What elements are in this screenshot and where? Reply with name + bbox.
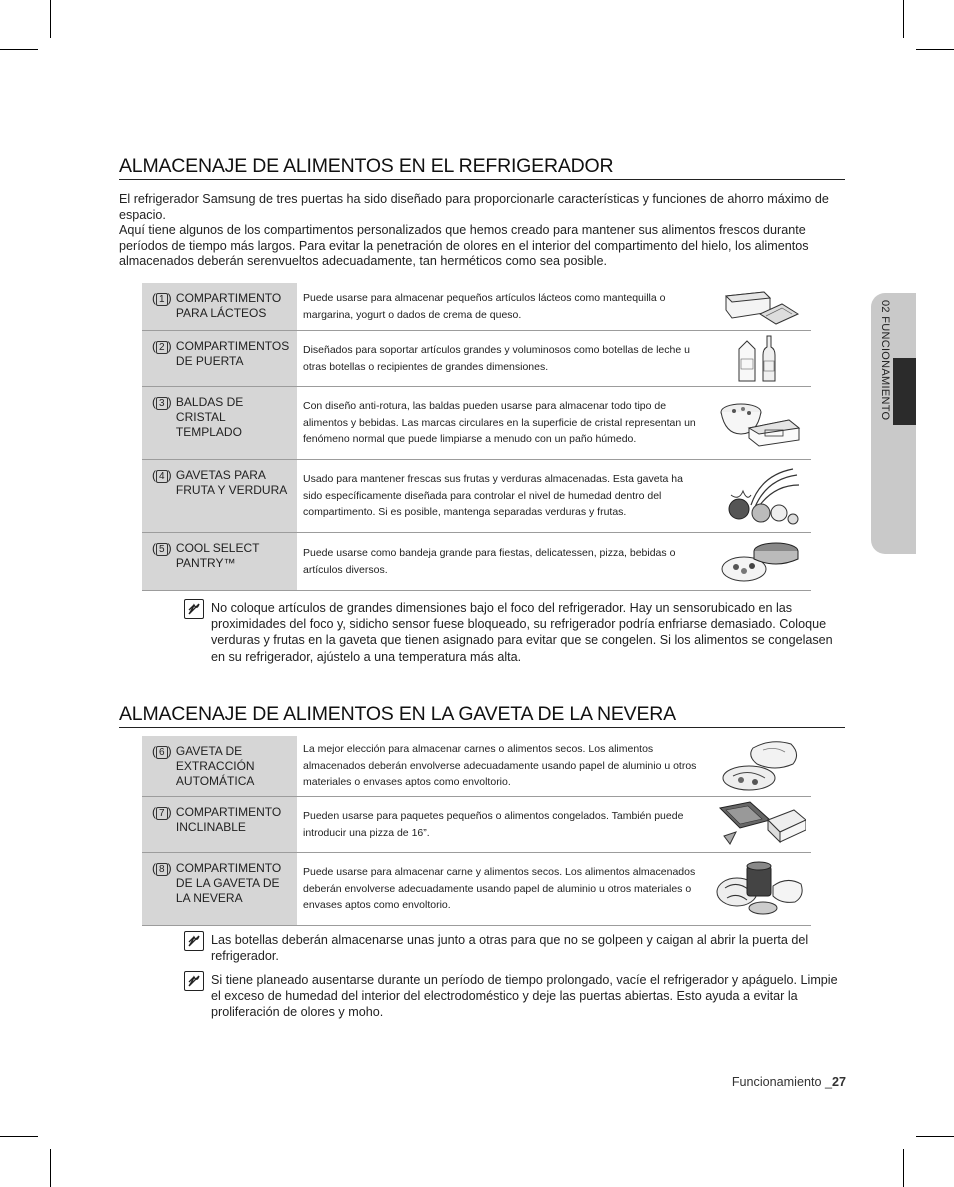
crop-mark	[903, 1149, 904, 1187]
compartments-table	[142, 283, 811, 591]
intro-paragraph: Aquí tiene algunos de los compartimentos personalizados que hemos creado para mantener sus alimentos frescos durante períodos de tiempo más largos. Para evitar la penetración de olores en el interior del compartimento del hielo, los alimentos almacenados deberán serenvueltos adecuadamente, tan herméticos como sea posible.	[119, 223, 809, 269]
crop-mark	[0, 1136, 38, 1137]
row-label: ( 1 ) COMPARTIMENTO PARA LÁCTEOS	[142, 283, 297, 330]
row-description: Diseñados para soportar artículos grandes y voluminosos como botellas de leche u otras botellas o recipientes de grandes dimensiones.	[303, 344, 690, 373]
crop-mark	[50, 1149, 51, 1187]
meat-tray-icon	[711, 736, 811, 796]
footer-text: Funcionamiento _	[731, 1075, 832, 1089]
row-description: Pueden usarse para paquetes pequeños o alimentos congelados. También puede introducir una pizza de 16”.	[303, 810, 684, 839]
note-text: Si tiene planeado ausentarse durante un período de tiempo prolongado, vacíe el refrigerador y apáguelo. Limpie el exceso de humedad del interior del electrodoméstico y deje las puertas abiertas. Esto ayuda a evitar la proliferación de olores y moho.	[211, 973, 838, 1020]
row-label: ( 8 ) COMPARTIMENTO DE LA GAVETA DE LA NEVERA	[142, 853, 297, 925]
crop-mark	[916, 1136, 954, 1137]
side-tab-label: 02 FUNCIONAMIENTO	[879, 300, 891, 421]
note-text: Las botellas deberán almacenarse unas junto a otras para que no se golpeen y caigan al abrir la puerta del refrigerador.	[211, 933, 809, 964]
crop-mark	[50, 0, 51, 38]
row-label: ( 7 ) COMPARTIMENTO INCLINABLE	[142, 797, 297, 852]
intro-text	[119, 192, 849, 270]
row-description: Con diseño anti-rotura, las baldas pueden usarse para almacenar todo tipo de alimentos y bebidas. Las marcas circulares en la superficie de cristal representan un fenómeno normal que puede limpiarse a menudo con un paño húmedo.	[303, 400, 696, 446]
note	[184, 932, 848, 964]
row-label: ( 5 ) COOL SELECT PANTRY™	[142, 533, 297, 590]
row-label: ( 3 ) BALDAS DE CRISTAL TEMPLADO	[142, 387, 297, 459]
row-label: ( 4 ) GAVETAS PARA FRUTA Y VERDURA	[142, 460, 297, 532]
note-icon	[184, 599, 204, 619]
note	[184, 600, 848, 665]
row-description: Puede usarse para almacenar carne y alimentos secos. Los alimentos almacenados deberán envolverse adecuadamente usando papel de aluminio u otros materiales o envases aptos como envoltorio.	[303, 866, 696, 912]
table-row	[142, 853, 811, 926]
row-description: Usado para mantener frescas sus frutas y verduras almacenadas. Esta gaveta ha sido específicamente diseñada para controlar el nivel de humedad dentro del compartimento. Si es posible, mantenga separadas verduras y frutas.	[303, 473, 683, 519]
intro-paragraph: El refrigerador Samsung de tres puertas ha sido diseñado para proporcionarle características y funciones de ahorro máximo de espacio.	[119, 192, 829, 222]
crop-mark	[0, 49, 38, 50]
crop-mark	[903, 0, 904, 38]
party-tray-icon	[711, 533, 811, 590]
table-row	[142, 387, 811, 460]
row-description: Puede usarse para almacenar pequeños artículos lácteos como mantequilla o margarina, yogurt o dados de crema de queso.	[303, 292, 666, 321]
page-number: 27	[831, 1075, 846, 1089]
note	[184, 972, 848, 1021]
note-text: No coloque artículos de grandes dimensiones bajo el foco del refrigerador. Hay un sensorubicado en las proximidades del foco y, sidicho sensor fuese bloqueado, su refrigerador podría enfriarse demasiado. Coloque verduras y frutas en la gaveta que tienen asignado para evitar que se congelen. Si los alimentos se congelasen en su refrigerador, ajústelo a una temperatura más alta.	[211, 601, 833, 664]
table-row	[142, 736, 811, 797]
side-tab-marker	[893, 358, 916, 425]
bottles-icon	[711, 331, 811, 386]
vegetables-icon	[711, 460, 811, 532]
section-title: ALMACENAJE DE ALIMENTOS EN LA GAVETA DE LA NEVERA	[119, 703, 845, 728]
section-title: ALMACENAJE DE ALIMENTOS EN EL REFRIGERADOR	[119, 155, 845, 180]
dairy-icon	[711, 283, 811, 330]
compartments-table	[142, 736, 811, 926]
table-row	[142, 460, 811, 533]
note-icon	[184, 931, 204, 951]
crop-mark	[916, 49, 954, 50]
page-footer	[700, 1075, 846, 1089]
row-description: Puede usarse como bandeja grande para fiestas, delicatessen, pizza, bebidas o artículos diversos.	[303, 547, 676, 576]
pizza-box-icon	[711, 797, 811, 852]
table-row	[142, 331, 811, 387]
note-icon	[184, 971, 204, 991]
glass-shelf-food-icon	[711, 387, 811, 459]
row-label: ( 6 ) GAVETA DE EXTRACCIÓN AUTOMÁTICA	[142, 736, 297, 796]
table-row	[142, 283, 811, 331]
table-row	[142, 797, 811, 853]
row-label: ( 2 ) COMPARTIMENTOS DE PUERTA	[142, 331, 297, 386]
table-row	[142, 533, 811, 591]
row-description: La mejor elección para almacenar carnes o alimentos secos. Los alimentos almacenados deberán envolverse adecuadamente usando papel de aluminio u otros materiales o envases aptos como envoltorio.	[303, 743, 697, 789]
frozen-food-icon	[711, 853, 811, 925]
